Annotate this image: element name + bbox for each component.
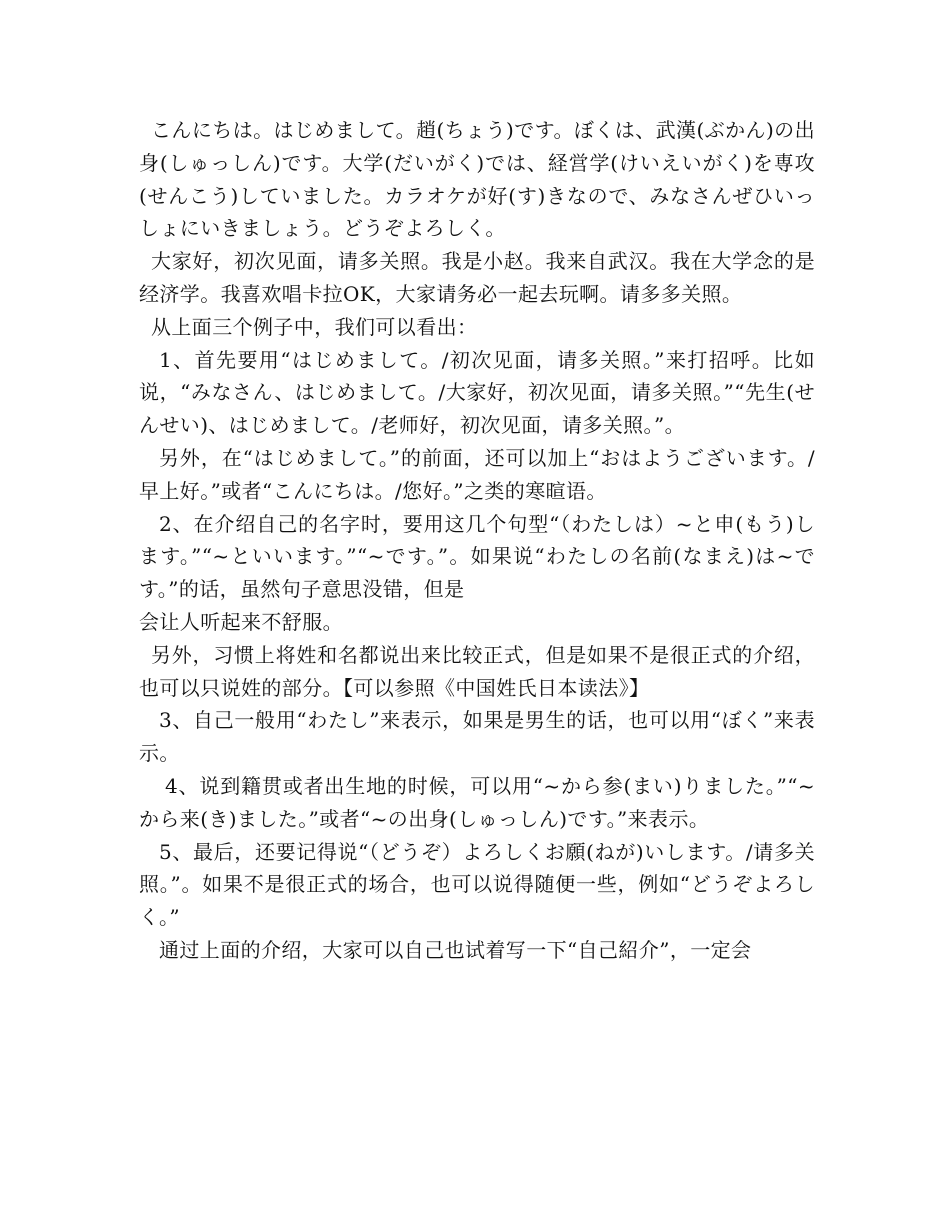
paragraph-point-3: 3、自己一般用“わたし”来表示，如果是男生的话，也可以用“ぼく”来表示。: [139, 708, 815, 766]
paragraph-point-1-extra: 另外，在“はじめまして。”的前面，还可以加上“おはようございます。/早上好。”或者“こんにちは。/您好。”之类的寒暄语。: [139, 445, 815, 503]
paragraph-closing: 通过上面的介绍，大家可以自己也试着写一下“自己紹介”，一定会: [159, 937, 752, 962]
document-body: [139, 114, 815, 967]
paragraph-summary-intro: 从上面三个例子中，我们可以看出：: [151, 314, 478, 339]
paragraph-point-2-continued: 会让人听起来不舒服。: [139, 609, 343, 634]
paragraph-point-2-extra: 另外，习惯上将姓和名都说出来比较正式，但是如果不是很正式的介绍，也可以只说姓的部分。【可以参照《中国姓氏日本读法》】: [139, 642, 815, 700]
paragraph-japanese-example: こんにちは。はじめまして。趙(ちょう)です。ぼくは、武漢(ぶかん)の出身(しゅっしん)です。大学(だいがく)では、経営学(けいえいがく)を専攻(せんこう)していました。カラオケが好(す)きなので、みなさんぜひいっしょにいきましょう。どうぞよろしく。: [139, 118, 815, 241]
paragraph-point-4: 4、说到籍贯或者出生地的时候，可以用“~から参(まい)りました。”“~から来(き)ました。”或者“~の出身(しゅっしん)です。”来表示。: [139, 773, 815, 831]
paragraph-point-5: 5、最后，还要记得说“（どうぞ）よろしくお願(ねが)いします。/请多关照。”。如果不是很正式的场合，也可以说得随便一些，例如“どうぞよろしく。”: [139, 839, 815, 930]
paragraph-point-2: 2、在介绍自己的名字时，要用这几个句型“（わたしは）~と申(もう)します。”“~といいます。”“~です。”。如果说“わたしの名前(なまえ)は~です。”的话，虽然句子意思没错，但是: [139, 511, 815, 602]
paragraph-chinese-translation: 大家好，初次见面，请多关照。我是小赵。我来自武汉。我在大学念的是经济学。我喜欢唱卡拉OK，大家请务必一起去玩啊。请多多关照。: [139, 249, 815, 306]
paragraph-point-1: 1、首先要用“はじめまして。/初次见面，请多关照。”来打招呼。比如说，“みなさん、はじめまして。/大家好，初次见面，请多关照。”“先生(せんせい)、はじめまして。/老师好，初次见面，请多关照。”。: [139, 347, 815, 438]
